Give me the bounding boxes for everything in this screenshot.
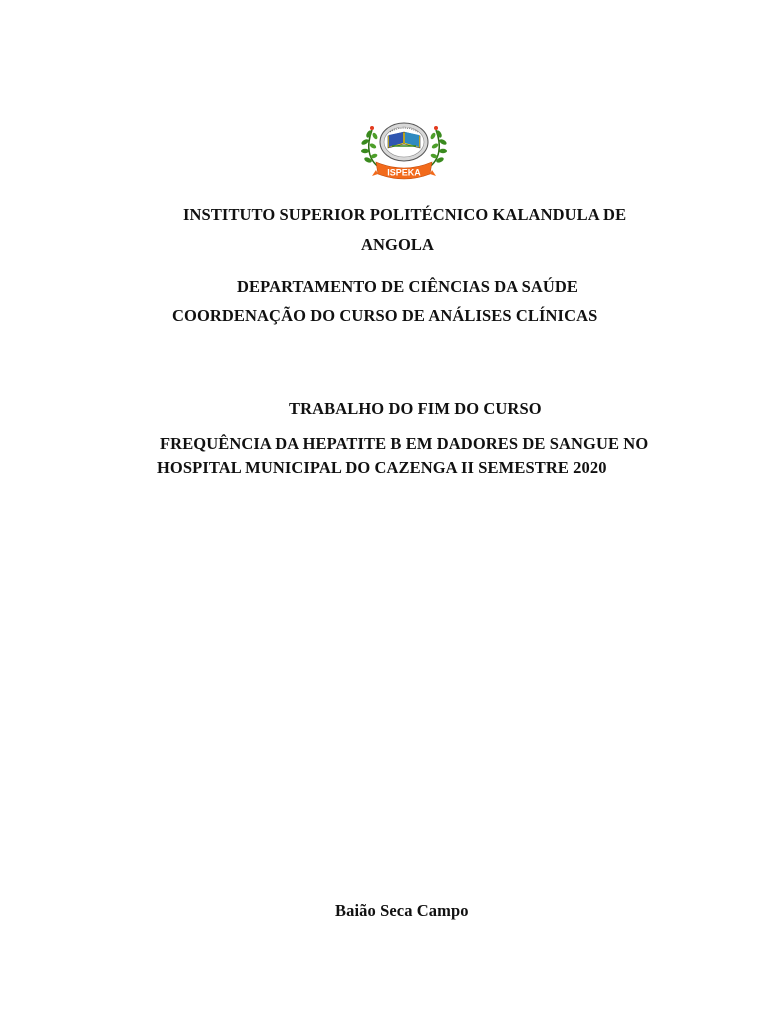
emblem-icon — [380, 123, 428, 161]
author-name: Baião Seca Campo — [335, 901, 469, 920]
institution-name-line1: INSTITUTO SUPERIOR POLITÉCNICO KALANDULA DE — [183, 205, 627, 224]
work-title-line1: FREQUÊNCIA DA HEPATITE B EM DADORES DE SANGUE NO — [160, 434, 649, 453]
work-type: TRABALHO DO FIM DO CURSO — [289, 399, 542, 418]
work-title-line2: HOSPITAL MUNICIPAL DO CAZENGA II SEMESTRE 2020 — [157, 458, 607, 477]
institution-name-line2: ANGOLA — [361, 235, 435, 254]
laurel-right-icon — [428, 126, 448, 168]
department-name: DEPARTAMENTO DE CIÊNCIAS DA SAÚDE — [237, 277, 579, 296]
laurel-left-icon — [360, 126, 380, 168]
ispeka-logo — [358, 118, 450, 184]
acronym-banner — [372, 162, 436, 179]
logo-acronym: ISPEKA — [387, 167, 421, 178]
coordination-name: COORDENAÇÃO DO CURSO DE ANÁLISES CLÍNICAS — [172, 306, 598, 325]
